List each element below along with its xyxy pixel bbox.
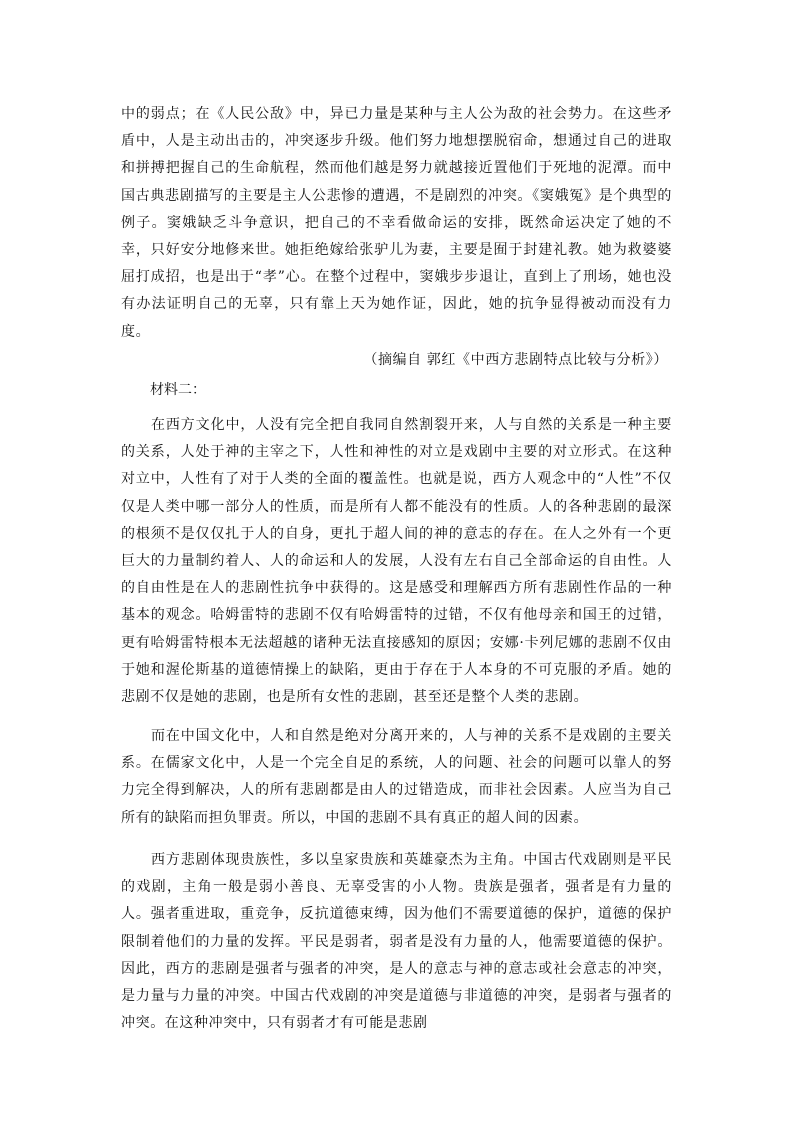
paragraph-western-culture: 在西方文化中，人没有完全把自我同自然割裂开来，人与自然的关系是一种主要的关系，人处于神的主宰之下，人性和神性的对立是戏剧中主要的对立形式。在这种对立中，人性有了对于人类的全面的覆盖性。也就是说，西方人观念中的“人性”不仅仅是人类中哪一部分人的性质，而是所有人都不能没有的性质。人的各种悲剧的最深的根须不是仅仅扎于人的自身，更扎于超人间的神的意志的存在。在人之外有一个更巨大的力量制约着人、人的命运和人的发展，人没有左右自己全部命运的自由性。人的自由性是在人的悲剧性抗争中获得的。这是感受和理解西方所有悲剧性作品的一种基本的观念。哈姆雷特的悲剧不仅有哈姆雷特的过错，不仅有他母亲和国王的过错，更有哈姆雷特根本无法超越的诸种无法直接感知的原因；安娜·卡列尼娜的悲剧不仅由于她和渥伦斯基的道德情操上的缺陷，更由于存在于人本身的不可克服的矛盾。她的悲剧不仅是她的悲剧，也是所有女性的悲剧，甚至还是整个人类的悲剧。 [121, 417, 672, 706]
paragraph-comparison: 西方悲剧体现贵族性，多以皇家贵族和英雄豪杰为主角。中国古代戏剧则是平民的戏剧，主角一般是弱小善良、无辜受害的小人物。贵族是强者，强者是有力量的人。强者重进取，重竞争，反抗道德束缚，因为他们不需要道德的保护，道德的保护限制着他们的力量的发挥。平民是弱者，弱者是没有力量的人，他需要道德的保护。因此，西方的悲剧是强者与强者的冲突，是人的意志与神的意志或社会意志的冲突，是力量与力量的冲突。中国古代戏剧的冲突是道德与非道德的冲突，是弱者与强者的冲突。在这种冲突中，只有弱者才有可能是悲剧 [121, 852, 672, 1032]
paragraph-continuation: 中的弱点；在《人民公敌》中，异已力量是某种与主人公为敌的社会势力。在这些矛盾中，人是主动出击的，冲突逐步升级。他们努力地想摆脱宿命，想通过自己的进取和拼搏把握自己的生命航程，然而他们越是努力就越接近置他们于死地的泥潭。而中国古典悲剧描写的主要是主人公悲惨的遭遇，不是剧烈的冲突。《窦娥冤》是个典型的例子。窦娥缺乏斗争意识，把自己的不幸看做命运的安排，既然命运决定了她的不幸，只好安分地修来世。她拒绝嫁给张驴儿为妻，主要是囿于封建礼教。她为救婆婆屈打成招，也是出于“孝”心。在整个过程中，窦娥步步退让，直到上了刑场，她也没有办法证明自己的无辜，只有靠上天为她作证，因此，她的抗争显得被动而没有力度。 [121, 106, 672, 340]
source-citation: （摘编自 郭红《中西方悲剧特点比较与分析》） [363, 352, 668, 368]
material-two-heading: 材料二： [150, 382, 206, 398]
paragraph-chinese-culture: 而在中国文化中，人和自然是绝对分离开来的，人与神的关系不是戏剧的主要关系。在儒家文化中，人是一个完全自足的系统，人的问题、社会的问题可以靠人的努力完全得到解决，人的所有悲剧都是由人的过错造成，而非社会因素。人应当为自己所有的缺陷而担负罪责。所以，中国的悲剧不具有真正的超人间的因素。 [121, 728, 672, 826]
